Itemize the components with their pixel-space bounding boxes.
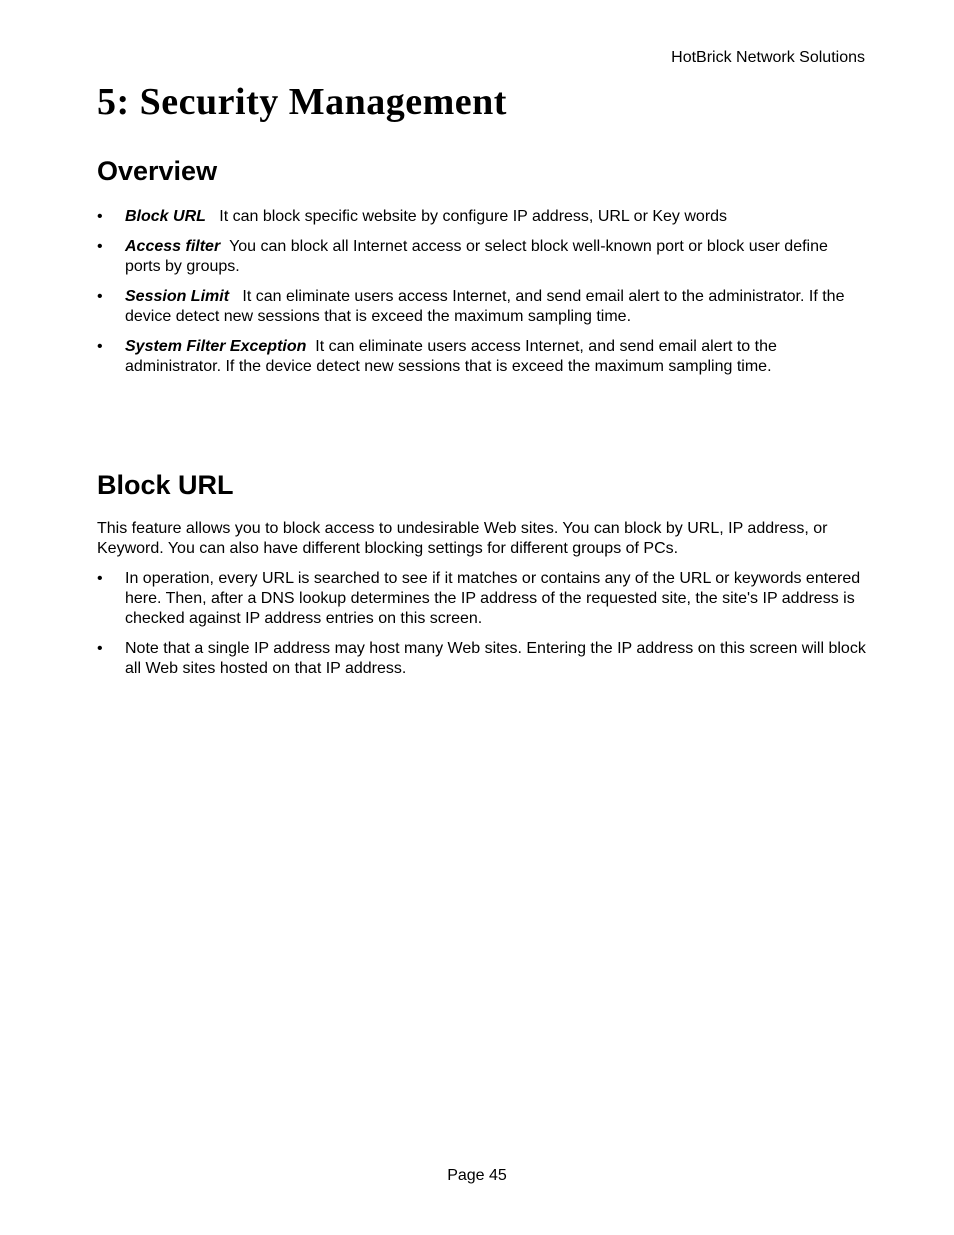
item-term: Access filter: [125, 238, 221, 255]
block-url-intro: This feature allows you to block access to undesirable Web sites. You can block by URL, IP address, or Keyword. You can also have different blocking settings for different groups of PCs.: [97, 520, 828, 557]
list-item: [97, 237, 867, 277]
item-term: System Filter Exception: [125, 338, 307, 355]
block-url-list: [97, 569, 867, 689]
bullet-icon: •: [97, 238, 103, 255]
list-item: [97, 287, 867, 327]
page-number: Page 45: [447, 1167, 507, 1184]
bullet-icon: •: [97, 338, 103, 355]
item-description: It can block specific website by configure IP address, URL or Key words: [219, 208, 728, 225]
list-item: [97, 207, 867, 227]
bullet-icon: •: [97, 640, 103, 657]
item-description: Note that a single IP address may host many Web sites. Entering the IP address on this screen will block all Web sites hosted on that IP address.: [125, 640, 866, 677]
item-description: It can eliminate users access Internet, and send email alert to the administrator. If the device detect new sessions that is exceed the maximum sampling time.: [125, 338, 777, 375]
list-item: [97, 337, 867, 377]
page-title: 5: Security Management: [97, 81, 507, 123]
overview-heading: Overview: [97, 156, 218, 186]
item-description: You can block all Internet access or select block well-known port or block user define ports by groups.: [125, 238, 828, 275]
item-description: It can eliminate users access Internet, and send email alert to the administrator. If the device detect new sessions that is exceed the maximum sampling time.: [125, 288, 845, 325]
block-url-heading: Block URL: [97, 470, 234, 500]
overview-list: [97, 207, 867, 387]
bullet-icon: •: [97, 288, 103, 305]
item-description: In operation, every URL is searched to see if it matches or contains any of the URL or keywords entered here. Then, after a DNS lookup determines the IP address of the requested site, the site's IP address is checked against IP address entries on this screen.: [125, 570, 861, 627]
list-item: [97, 569, 867, 629]
page-header-company: HotBrick Network Solutions: [671, 49, 865, 66]
list-item: [97, 639, 867, 679]
bullet-icon: •: [97, 570, 103, 587]
item-term: Session Limit: [125, 288, 230, 305]
bullet-icon: •: [97, 208, 103, 225]
item-term: Block URL: [125, 208, 206, 225]
